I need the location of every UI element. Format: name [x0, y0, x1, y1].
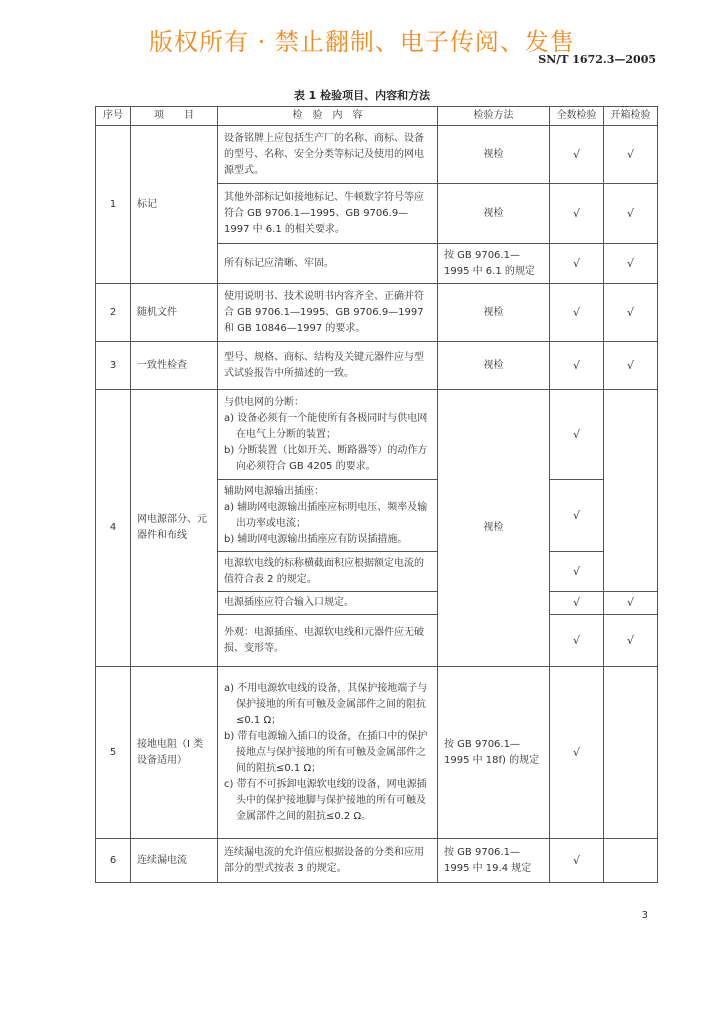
table-header-row	[96, 107, 658, 126]
row-item: 连续漏电流	[131, 839, 218, 883]
row-method: 按 GB 9706.1—1995 中 6.1 的规定	[438, 244, 550, 284]
table-row	[96, 390, 658, 480]
check-mark: √	[550, 480, 604, 552]
row-method: 视检	[438, 390, 550, 667]
check-mark: √	[550, 592, 604, 615]
check-mark: √	[604, 126, 658, 184]
inspection-table	[95, 106, 658, 883]
header-content: 检 验 内 容	[218, 107, 438, 126]
row-content	[218, 390, 438, 480]
row-content: 其他外部标记如接地标记、牛顿数字符号等应符合 GB 9706.1—1995、GB 9706.9—1997 中 6.1 的相关要求。	[218, 184, 438, 244]
table-row	[96, 839, 658, 883]
table-row	[96, 667, 658, 839]
row-item: 一致性检查	[131, 342, 218, 390]
row-item: 接地电阻（I 类设备适用）	[131, 667, 218, 839]
header-no: 序号	[96, 107, 131, 126]
row-content: 外观：电源插座、电源软电线和元器件应无破损、变形等。	[218, 615, 438, 667]
check-mark: √	[604, 244, 658, 284]
content-line: b) 辅助网电源输出插座应有防误插措施。	[224, 533, 408, 545]
row-content: 使用说明书、技术说明书内容齐全、正确并符合 GB 9706.1—1995、GB 9706.9—1997 和 GB 10846—1997 的要求。	[218, 284, 438, 342]
row-item: 网电源部分、元器件和布线	[131, 390, 218, 667]
row-method: 按 GB 9706.1—1995 中 18f) 的规定	[438, 667, 550, 839]
check-mark: √	[550, 552, 604, 592]
check-mark: √	[550, 615, 604, 667]
header-spot-inspection: 开箱检验	[604, 107, 658, 126]
header-item: 项 目	[131, 107, 218, 126]
row-content: 型号、规格、商标、结构及关键元器件应与型式试验报告中所描述的一致。	[218, 342, 438, 390]
empty-cell	[604, 390, 658, 592]
check-mark: √	[604, 342, 658, 390]
row-number: 3	[96, 342, 131, 390]
check-mark: √	[604, 615, 658, 667]
check-mark: √	[550, 184, 604, 244]
check-mark: √	[550, 390, 604, 480]
content-line: a) 设备必须有一个能使所有各极同时与供电网在电气上分断的装置；	[224, 412, 428, 440]
row-method: 视检	[438, 342, 550, 390]
row-number: 6	[96, 839, 131, 883]
check-mark: √	[550, 839, 604, 883]
content-line: b) 分断装置（比如开关、断路器等）的动作方向必须符合 GB 4205 的要求。	[224, 444, 428, 472]
row-number: 5	[96, 667, 131, 839]
check-mark: √	[604, 184, 658, 244]
row-item: 随机文件	[131, 284, 218, 342]
row-number: 1	[96, 126, 131, 284]
check-mark: √	[550, 284, 604, 342]
empty-cell	[604, 839, 658, 883]
row-content: 所有标记应清晰、牢固。	[218, 244, 438, 284]
header-method: 检验方法	[438, 107, 550, 126]
row-number: 4	[96, 390, 131, 667]
check-mark: √	[550, 667, 604, 839]
row-method: 视检	[438, 284, 550, 342]
check-mark: √	[604, 592, 658, 615]
row-method: 视检	[438, 184, 550, 244]
table-row	[96, 284, 658, 342]
row-content: 设备铭牌上应包括生产厂的名称、商标、设备的型号、名称、安全分类等标记及使用的网电源型式。	[218, 126, 438, 184]
table-title: 表 1 检验项目、内容和方法	[293, 89, 431, 102]
page-number: 3	[641, 910, 648, 921]
row-method: 视检	[438, 126, 550, 184]
check-mark: √	[550, 244, 604, 284]
row-content	[218, 480, 438, 552]
content-heading: 辅助网电源输出插座：	[224, 485, 324, 497]
content-heading: 与供电网的分断：	[224, 396, 304, 408]
table-row	[96, 342, 658, 390]
content-line: a) 不用电源软电线的设备，其保护接地端子与保护接地的所有可触及金属部件之间的阻抗≤0.1 Ω；	[224, 682, 428, 726]
row-method: 按 GB 9706.1—1995 中 19.4 规定	[438, 839, 550, 883]
check-mark: √	[550, 342, 604, 390]
row-number: 2	[96, 284, 131, 342]
row-content: 电源软电线的标称横截面积应根据额定电流的值符合表 2 的规定。	[218, 552, 438, 592]
watermark-text: 版权所有 · 禁止翻制、电子传阅、发售	[149, 28, 575, 56]
content-line: a) 辅助网电源输出插座应标明电压、频率及输出功率或电流；	[224, 501, 428, 529]
standard-number: SN/T 1672.3—2005	[538, 53, 656, 66]
header-full-inspection: 全数检验	[550, 107, 604, 126]
row-content: 电源插座应符合输入口规定。	[218, 592, 438, 615]
row-content: 连续漏电流的允许值应根据设备的分类和应用部分的型式按表 3 的规定。	[218, 839, 438, 883]
row-item: 标记	[131, 126, 218, 284]
content-line: b) 带有电源输入插口的设备，在插口中的保护接地点与保护接地的所有可触及金属部件之间的阻抗≤0.1 Ω；	[224, 730, 428, 774]
row-content	[218, 667, 438, 839]
empty-cell	[604, 667, 658, 839]
check-mark: √	[550, 126, 604, 184]
check-mark: √	[604, 284, 658, 342]
table-row	[96, 126, 658, 184]
content-line: c) 带有不可拆卸电源软电线的设备，网电源插头中的保护接地脚与保护接地的所有可触及金属部件之间的阻抗≤0.2 Ω。	[224, 778, 427, 822]
